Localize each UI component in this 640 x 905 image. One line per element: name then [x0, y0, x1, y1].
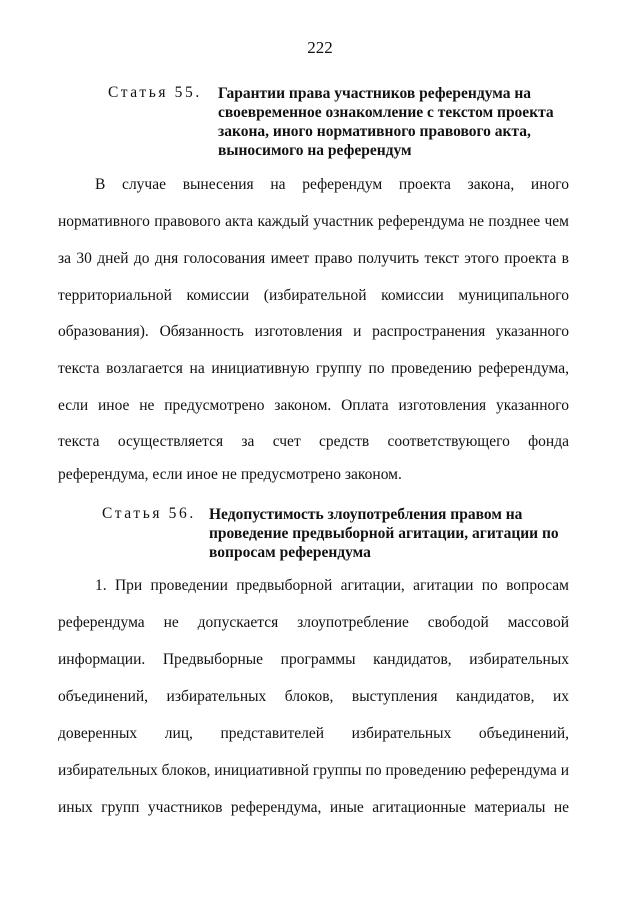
article-55-title-line: выносимого на референдум — [218, 142, 412, 159]
article-55-title-line: закона, иного нормативного правового акта, — [218, 123, 531, 140]
body-line: иных групп участников референдума, иные агитационные материалы не — [58, 799, 569, 816]
body-line: 1. При проведении предвыборной агитации, агитации по вопросам — [95, 577, 569, 594]
article-56-title — [209, 505, 569, 562]
body-line: доверенных лиц, представителей избирательных объединений, — [58, 725, 569, 742]
article-56-title-line: вопросам референдума — [209, 544, 371, 561]
body-line: если иное не предусмотрено законом. Оплата изготовления указанного — [58, 397, 569, 414]
article-55-label: Статья 55. — [108, 84, 202, 101]
body-line: объединений, избирательных блоков, выступления кандидатов, их — [58, 688, 569, 705]
page-number: 222 — [307, 38, 333, 57]
body-line: В случае вынесения на референдум проекта закона, иного — [95, 176, 569, 193]
article-56-label: Статья 56. — [102, 505, 196, 522]
body-line: текста возлагается на инициативную группу по проведению референдума, — [58, 360, 569, 377]
body-line: нормативного правового акта каждый участник референдума не позднее чем — [58, 213, 569, 230]
body-line: территориальной комиссии (избирательной комиссии муниципального — [58, 287, 569, 304]
body-line: образования). Обязанность изготовления и распространения указанного — [58, 323, 569, 340]
body-line: избирательных блоков, инициативной группы по проведению референдума и — [58, 762, 569, 779]
body-line: за 30 дней до дня голосования имеет право получить текст этого проекта в — [58, 250, 569, 267]
article-56-title-line: проведение предвыборной агитации, агитации по — [209, 525, 559, 542]
article-55-title — [218, 84, 578, 160]
article-55-title-line: Гарантии права участников референдума на — [218, 85, 531, 102]
article-55-title-line: своевременное ознакомление с текстом проекта — [218, 104, 554, 121]
body-line: референдума, если иное не предусмотрено законом. — [58, 466, 402, 483]
article-56-title-line: Недопустимость злоупотребления правом на — [209, 506, 523, 523]
body-line: референдума не допускается злоупотребление свободой массовой — [58, 614, 569, 631]
body-line: текста осуществляется за счет средств соответствующего фонда — [58, 433, 569, 450]
body-line: информации. Предвыборные программы кандидатов, избирательных — [58, 651, 569, 668]
